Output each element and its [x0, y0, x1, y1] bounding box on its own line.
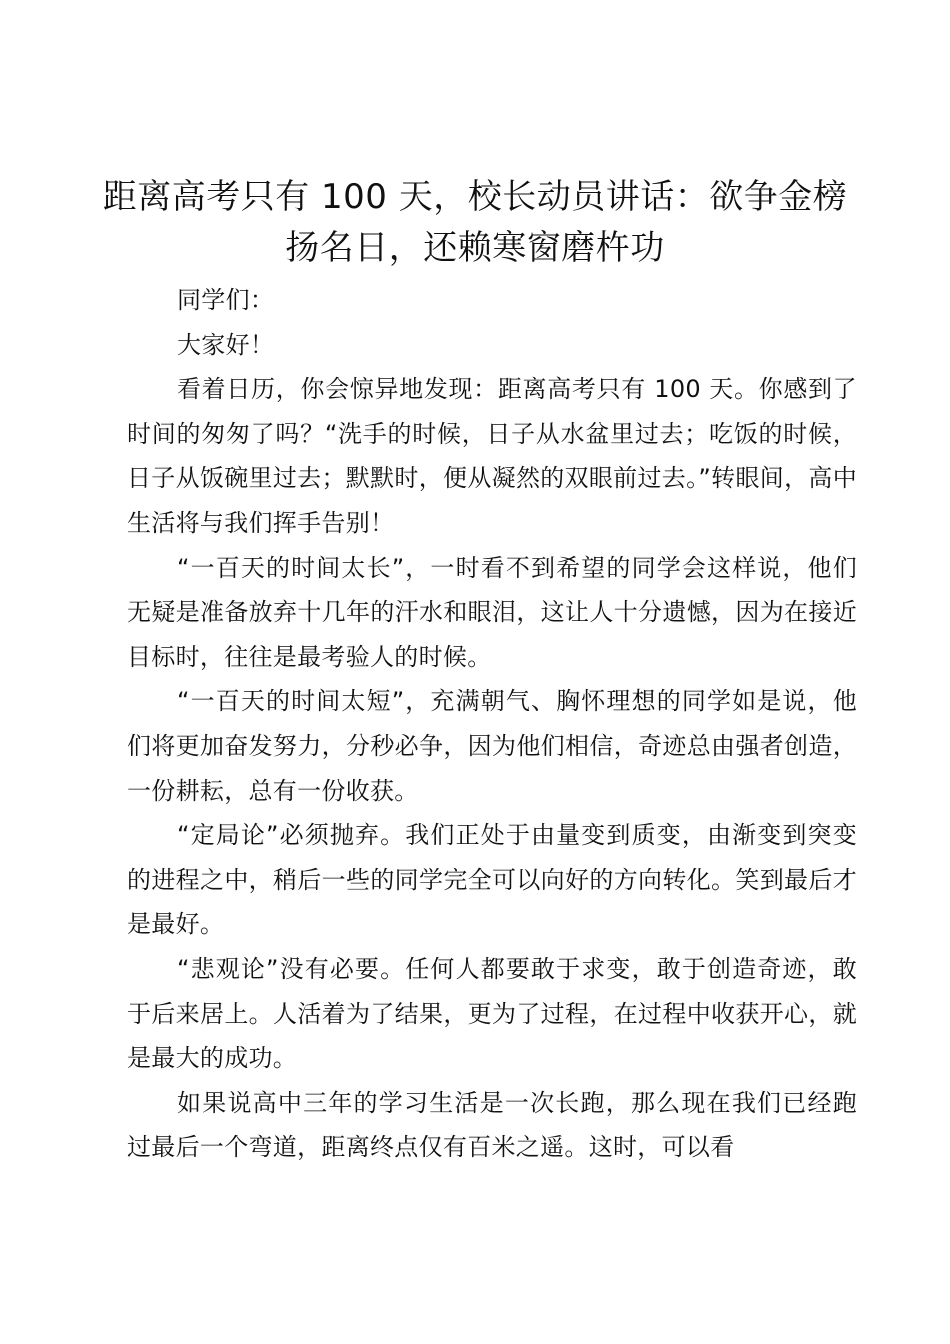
- body-paragraph: “定局论”必须抛弃。我们正处于由量变到质变，由渐变到突变的进程之中，稍后一些的同学完全可以向好的方向转化。笑到最后才是最好。: [127, 821, 857, 939]
- body-paragraph: “一百天的时间太短”，充满朝气、胸怀理想的同学如是说，他们将更加奋发努力，分秒必争，因为他们相信，奇迹总由强者创造，一份耕耘，总有一份收获。: [127, 687, 857, 805]
- body-paragraph: 看着日历，你会惊异地发现：距离高考只有 100 天。你感到了时间的匆匆了吗？“洗手的时候，日子从水盆里过去；吃饭的时候，日子从饭碗里过去；默默时，便从凝然的双眼前过去。”转眼间，高中生活将与我们挥手告别！: [127, 375, 857, 537]
- body-paragraph: “一百天的时间太长”，一时看不到希望的同学会这样说，他们无疑是准备放弃十几年的汗水和眼泪，这让人十分遗憾，因为在接近目标时，往往是最考验人的时候。: [127, 553, 857, 671]
- document-title: 距离高考只有 100 天，校长动员讲话：欲争金榜扬名日，还赖寒窗磨杵功: [102, 177, 848, 268]
- body-paragraph: “悲观论”没有必要。任何人都要敢于求变，敢于创造奇迹，敢于后来居上。人活着为了结果，更为了过程，在过程中收获开心，就是最大的成功。: [127, 954, 857, 1073]
- body-paragraph: 如果说高中三年的学习生活是一次长跑，那么现在我们已经跑过最后一个弯道，距离终点仅有百米之遥。这时，可以看: [127, 1088, 857, 1162]
- document-body: [127, 278, 857, 1170]
- salutation: 同学们：: [177, 286, 275, 314]
- greeting: 大家好！: [177, 330, 275, 359]
